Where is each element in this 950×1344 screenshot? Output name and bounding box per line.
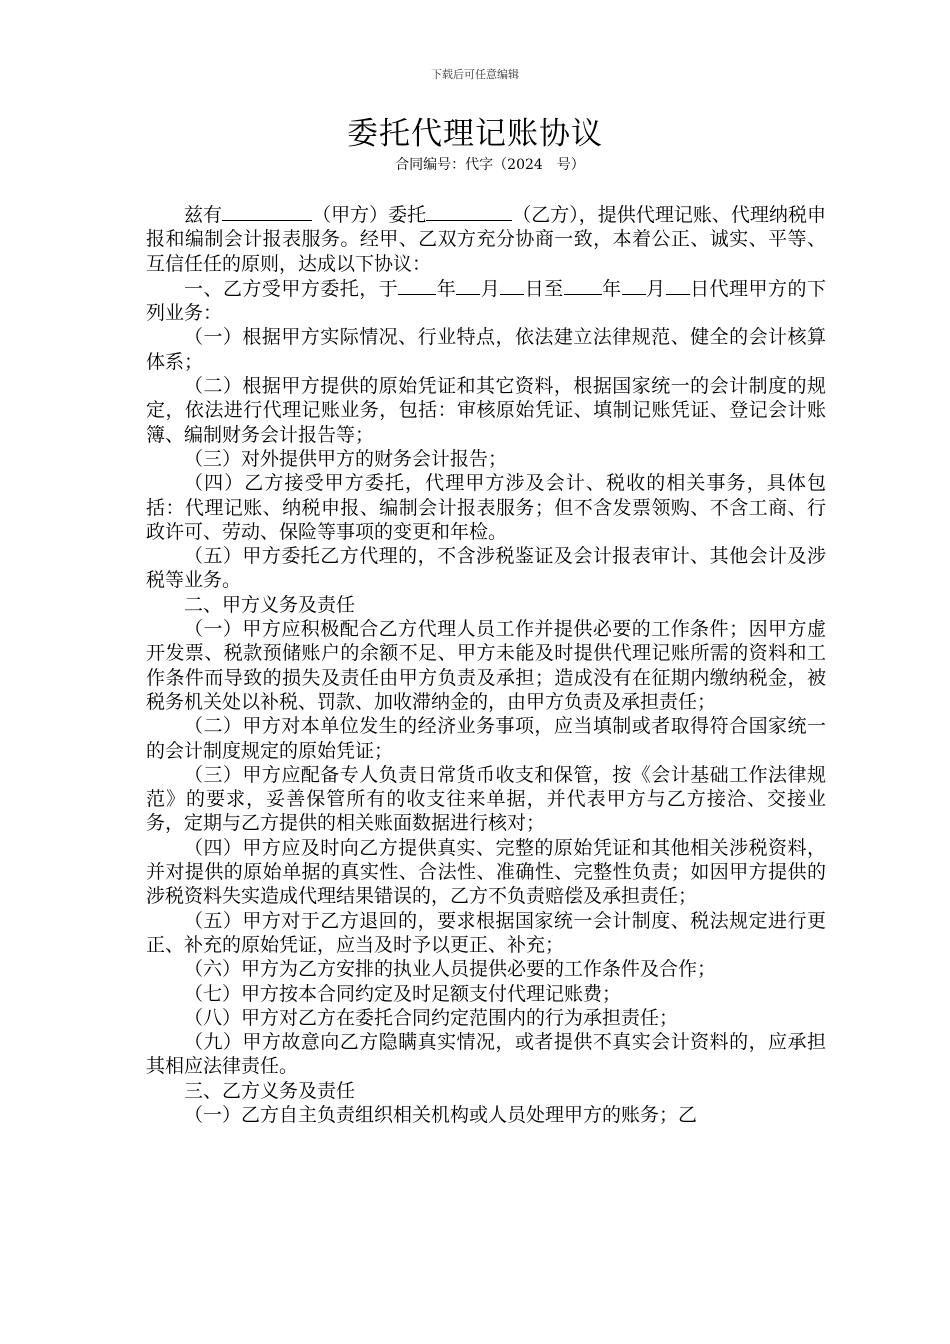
section-1-item: （三）对外提供甲方的财务会计报告； <box>184 447 508 470</box>
section-2-item: （一）甲方应积极配合乙方代理人员工作并提供必要的工作条件；因甲方虚开发票、税款预储账户的余额不足、甲方未能及时提供代理记账所需的资料和工作条件而导致的损失及责任由甲方负责及承担；造成没有在征期内缴纳税金，被税务机关处以补税、罚款、加收滞纳金的，由甲方负责及承担责任； <box>146 618 826 713</box>
intro-text-1: 兹有 <box>184 204 223 226</box>
section-1-item: （五）甲方委托乙方代理的，不含涉税鉴证及会计报表审计、其他会计及涉税等业务。 <box>146 545 826 592</box>
section-1-item: （四）乙方接受甲方委托，代理甲方涉及会计、税收的相关事务，具体包括：代理记账、纳税申报、编制会计报表服务；但不含发票领购、不含工商、行政许可、劳动、保险等事项的变更和年检。 <box>146 472 826 543</box>
intro-text-2: （甲方）委托 <box>312 204 427 226</box>
party-a-blank <box>222 202 312 221</box>
start-year-blank <box>398 276 436 295</box>
section-1-item: （一）根据甲方实际情况、行业特点，依法建立法律规范、健全的会计核算体系； <box>146 326 826 373</box>
section-3-heading: 三、乙方义务及责任 <box>184 1079 356 1102</box>
page-title: 委托代理记账协议 <box>347 116 603 152</box>
header-note: 下载后可任意编辑 <box>431 68 519 81</box>
section-2-item: （二）甲方对本单位发生的经济业务事项，应当填制或者取得符合国家统一的会计制度规定的原始凭证； <box>146 715 826 762</box>
section-2-item: （四）甲方应及时向乙方提供真实、完整的原始凭证和其他相关涉税资料，并对提供的原始单据的真实性、合法性、准确性、完整性负责；如因甲方提供的涉税资料失实造成代理结果错误的，乙方不负责赔偿及承担责任； <box>146 836 826 908</box>
party-b-blank <box>426 202 512 221</box>
intro-text-3: （乙方），提供代理记账、代理纳税申报和编制会计报表服务。经甲、乙双方充分协商一致，本着公正、诚实、平等、互信任任的原则，达成以下协议： <box>146 204 826 275</box>
end-month-blank <box>622 276 646 295</box>
section-2-heading: 二、甲方义务及责任 <box>184 593 356 616</box>
end-year-blank <box>564 276 602 295</box>
agreement-body <box>146 202 826 1127</box>
end-day-blank <box>666 276 690 295</box>
section-3-item: （一）乙方自主负责组织相关机构或人员处理甲方的账务；乙 <box>184 1103 698 1126</box>
start-day-blank <box>500 276 524 295</box>
section-2-item: （五）甲方对于乙方退回的，要求根据国家统一会计制度、税法规定进行更正、补充的原始凭证，应当及时予以更正、补充； <box>146 909 826 956</box>
section-1-item: （二）根据甲方提供的原始凭证和其它资料，根据国家统一的会计制度的规定，依法进行代理记账业务，包括：审核原始凭证、填制记账凭证、登记会计账簿、编制财务会计报告等； <box>146 375 826 446</box>
section-2-item: （七）甲方按本合同约定及时足额支付代理记账费； <box>184 982 622 1005</box>
section-2-item: （九）甲方故意向乙方隐瞒真实情况，或者提供不真实会计资料的，应承担其相应法律责任。 <box>146 1031 826 1078</box>
section-2-item: （三）甲方应配备专人负责日常货币收支和保管，按《会计基础工作法律规范》的要求，妥善保管所有的收支往来单据，并代表甲方与乙方接洽、交接业务，定期与乙方提供的相关账面数据进行核对； <box>146 763 826 835</box>
section-2-item: （六）甲方为乙方安排的执业人员提供必要的工作条件及合作； <box>184 958 717 981</box>
section-1-heading: 一、乙方受甲方委托，于 年 月 日至 年 月 日代理甲方的下列业务： <box>146 277 826 325</box>
contract-number: 合同编号：代字（2024 号） <box>395 157 585 173</box>
intro-paragraph <box>146 202 826 276</box>
section-2-item: （八）甲方对乙方在委托合同约定范围内的行为承担责任； <box>184 1006 679 1029</box>
start-month-blank <box>456 276 480 295</box>
